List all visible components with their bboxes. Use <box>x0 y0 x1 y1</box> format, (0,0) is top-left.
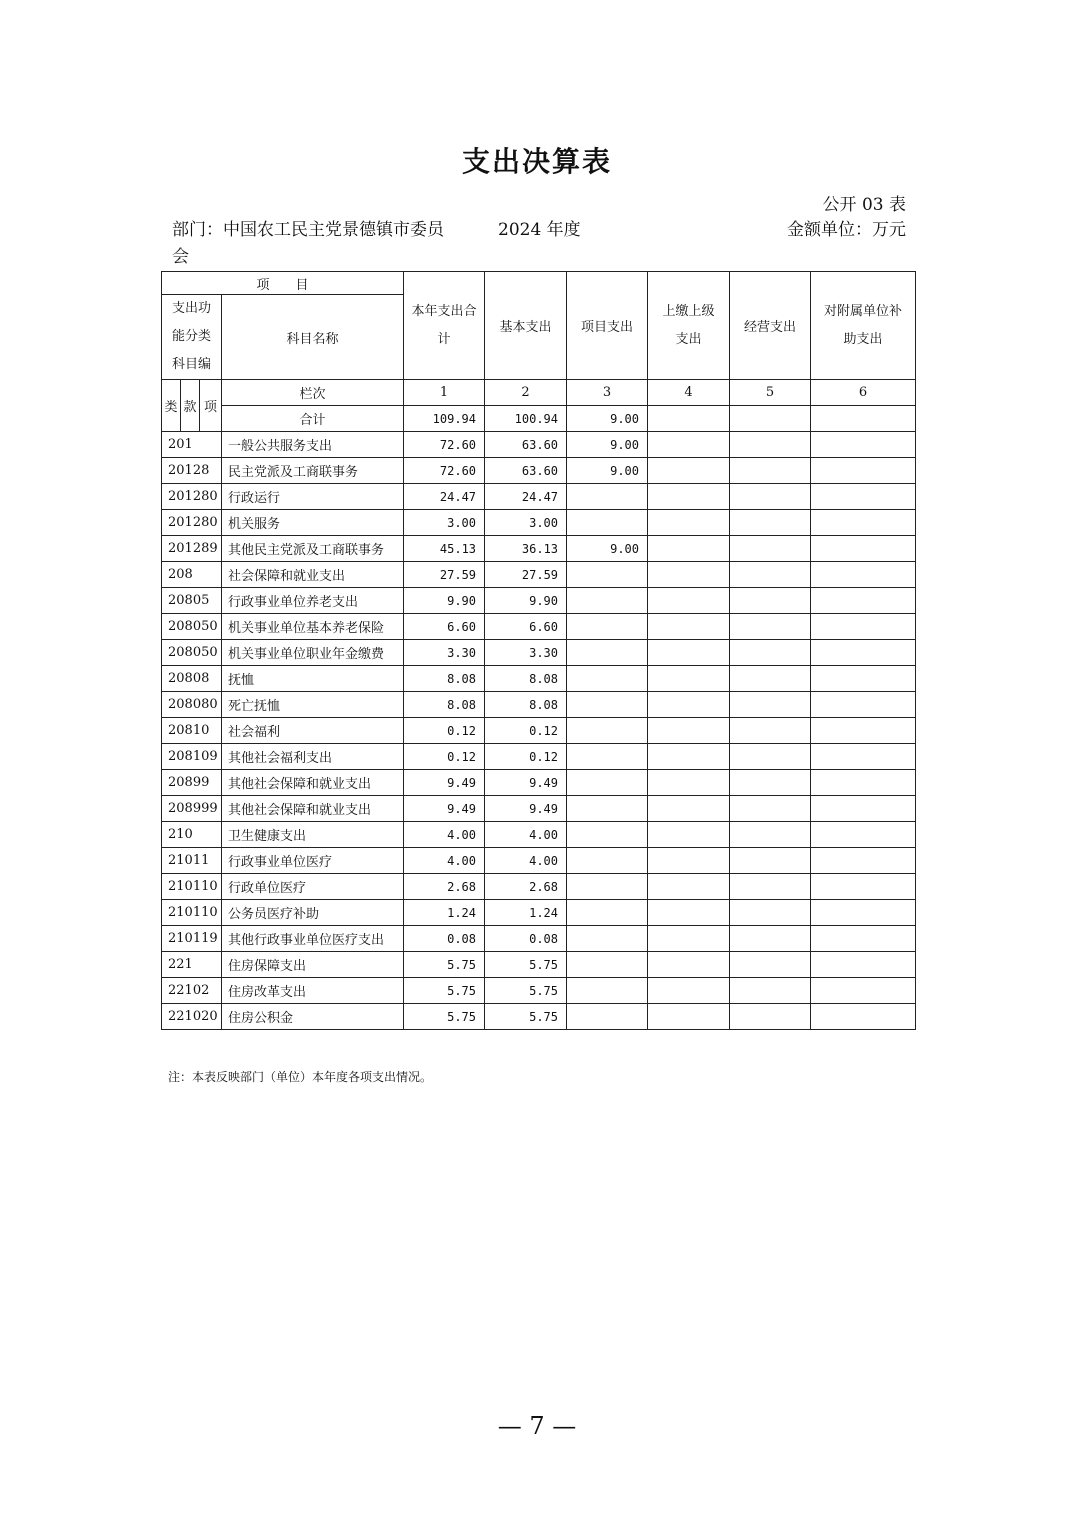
row-total: 0.08 <box>404 926 485 952</box>
row-code: 20899 <box>162 770 222 796</box>
total-subsidy <box>811 406 916 432</box>
row-total: 45.13 <box>404 536 485 562</box>
row-name: 其他民主党派及工商联事务 <box>222 536 404 562</box>
row-total: 72.60 <box>404 458 485 484</box>
header-func-code: 支出功能分类科目编 <box>162 295 222 380</box>
row-code: 208080 <box>162 692 222 718</box>
page-number: — 7 — <box>497 1412 577 1440</box>
row-code: 210119 <box>162 926 222 952</box>
total-sum: 109.94 <box>404 406 485 432</box>
row-subsidy <box>811 562 916 588</box>
total-upper <box>648 406 730 432</box>
row-subsidy <box>811 900 916 926</box>
row-project <box>567 822 648 848</box>
row-subsidy <box>811 796 916 822</box>
row-name: 住房改革支出 <box>222 978 404 1004</box>
row-total: 0.12 <box>404 744 485 770</box>
table-row <box>162 900 916 926</box>
row-project <box>567 666 648 692</box>
row-name: 住房公积金 <box>222 1004 404 1030</box>
row-subsidy <box>811 588 916 614</box>
total-label: 合计 <box>222 406 404 432</box>
table-row <box>162 458 916 484</box>
row-total: 0.12 <box>404 718 485 744</box>
table-row <box>162 562 916 588</box>
row-business <box>730 484 811 510</box>
row-total: 9.49 <box>404 770 485 796</box>
table-note: 注：本表反映部门（单位）本年度各项支出情况。 <box>168 1070 433 1084</box>
col-num-6: 6 <box>811 380 916 406</box>
row-name: 其他社会保障和就业支出 <box>222 796 404 822</box>
header-row-project <box>162 272 916 295</box>
row-upper <box>648 614 730 640</box>
row-project <box>567 484 648 510</box>
row-code: 208 <box>162 562 222 588</box>
row-subsidy <box>811 510 916 536</box>
row-code: 201280 <box>162 484 222 510</box>
row-business <box>730 822 811 848</box>
row-basic: 9.49 <box>485 770 567 796</box>
row-name: 社会保障和就业支出 <box>222 562 404 588</box>
header-upper: 上缴上级支出 <box>648 272 730 380</box>
row-code: 221 <box>162 952 222 978</box>
row-project: 9.00 <box>567 458 648 484</box>
row-business <box>730 796 811 822</box>
header-subsidy: 对附属单位补助支出 <box>811 272 916 380</box>
row-total: 3.00 <box>404 510 485 536</box>
table-row <box>162 510 916 536</box>
row-subsidy <box>811 1004 916 1030</box>
row-project <box>567 1004 648 1030</box>
row-name: 民主党派及工商联事务 <box>222 458 404 484</box>
row-name: 其他行政事业单位医疗支出 <box>222 926 404 952</box>
col-num-4: 4 <box>648 380 730 406</box>
row-business <box>730 666 811 692</box>
row-code: 208050 <box>162 640 222 666</box>
header-project-exp: 项目支出 <box>567 272 648 380</box>
row-project <box>567 900 648 926</box>
row-business <box>730 588 811 614</box>
row-business <box>730 848 811 874</box>
row-business <box>730 770 811 796</box>
row-subsidy <box>811 458 916 484</box>
row-upper <box>648 1004 730 1030</box>
row-name: 死亡抚恤 <box>222 692 404 718</box>
row-project <box>567 588 648 614</box>
total-basic: 100.94 <box>485 406 567 432</box>
row-business <box>730 536 811 562</box>
row-upper <box>648 770 730 796</box>
row-code: 20810 <box>162 718 222 744</box>
row-code: 201289 <box>162 536 222 562</box>
row-subsidy <box>811 822 916 848</box>
row-code: 20808 <box>162 666 222 692</box>
row-total: 72.60 <box>404 432 485 458</box>
row-project <box>567 796 648 822</box>
row-code: 20805 <box>162 588 222 614</box>
header-total: 本年支出合计 <box>404 272 485 380</box>
row-name: 公务员医疗补助 <box>222 900 404 926</box>
row-upper <box>648 874 730 900</box>
header-subject-name: 科目名称 <box>222 295 404 380</box>
row-total: 3.30 <box>404 640 485 666</box>
row-basic: 0.08 <box>485 926 567 952</box>
row-basic: 0.12 <box>485 744 567 770</box>
row-name: 机关事业单位职业年金缴费 <box>222 640 404 666</box>
row-upper <box>648 952 730 978</box>
row-basic: 5.75 <box>485 952 567 978</box>
row-basic: 9.90 <box>485 588 567 614</box>
expenditure-table <box>161 271 916 1030</box>
row-total: 8.08 <box>404 666 485 692</box>
row-basic: 36.13 <box>485 536 567 562</box>
row-upper <box>648 666 730 692</box>
table-row <box>162 692 916 718</box>
row-project <box>567 874 648 900</box>
page-title: 支出决算表 <box>461 145 612 178</box>
table-row <box>162 952 916 978</box>
row-upper <box>648 640 730 666</box>
header-kuan: 款 <box>181 380 200 431</box>
row-basic: 4.00 <box>485 848 567 874</box>
table-row <box>162 926 916 952</box>
row-subsidy <box>811 666 916 692</box>
row-subsidy <box>811 848 916 874</box>
row-code: 210110 <box>162 900 222 926</box>
row-basic: 8.08 <box>485 692 567 718</box>
row-total: 6.60 <box>404 614 485 640</box>
row-business <box>730 926 811 952</box>
row-upper <box>648 692 730 718</box>
row-upper <box>648 432 730 458</box>
row-basic: 63.60 <box>485 458 567 484</box>
row-total: 5.75 <box>404 952 485 978</box>
row-name: 其他社会福利支出 <box>222 744 404 770</box>
row-name: 抚恤 <box>222 666 404 692</box>
header-lei-kuan-xiang <box>162 380 222 432</box>
row-subsidy <box>811 874 916 900</box>
row-total: 27.59 <box>404 562 485 588</box>
row-subsidy <box>811 926 916 952</box>
row-total: 2.68 <box>404 874 485 900</box>
header-lei: 类 <box>162 380 181 431</box>
row-upper <box>648 822 730 848</box>
row-upper <box>648 744 730 770</box>
row-project: 9.00 <box>567 536 648 562</box>
fiscal-year: 2024 年度 <box>498 220 581 240</box>
row-upper <box>648 588 730 614</box>
header-row-lanci <box>162 380 916 406</box>
row-project <box>567 510 648 536</box>
table-row <box>162 536 916 562</box>
table-row <box>162 874 916 900</box>
row-project <box>567 692 648 718</box>
row-name: 其他社会保障和就业支出 <box>222 770 404 796</box>
row-name: 行政运行 <box>222 484 404 510</box>
row-name: 住房保障支出 <box>222 952 404 978</box>
row-project <box>567 614 648 640</box>
row-code: 20128 <box>162 458 222 484</box>
row-name: 行政事业单位医疗 <box>222 848 404 874</box>
table-row <box>162 796 916 822</box>
row-project <box>567 952 648 978</box>
row-basic: 3.00 <box>485 510 567 536</box>
row-project <box>567 640 648 666</box>
row-basic: 9.49 <box>485 796 567 822</box>
row-basic: 5.75 <box>485 1004 567 1030</box>
row-project <box>567 978 648 1004</box>
row-name: 行政单位医疗 <box>222 874 404 900</box>
header-lanci: 栏次 <box>222 380 404 406</box>
row-business <box>730 900 811 926</box>
row-subsidy <box>811 432 916 458</box>
row-total: 9.90 <box>404 588 485 614</box>
department-label: 部门：中国农工民主党景德镇市委员会 <box>172 220 444 267</box>
row-total: 5.75 <box>404 1004 485 1030</box>
table-row <box>162 484 916 510</box>
total-row <box>162 406 916 432</box>
row-total: 9.49 <box>404 796 485 822</box>
table-row <box>162 718 916 744</box>
row-project <box>567 562 648 588</box>
col-num-5: 5 <box>730 380 811 406</box>
row-subsidy <box>811 718 916 744</box>
row-upper <box>648 900 730 926</box>
row-business <box>730 978 811 1004</box>
row-business <box>730 432 811 458</box>
row-project: 9.00 <box>567 432 648 458</box>
row-project <box>567 926 648 952</box>
row-subsidy <box>811 640 916 666</box>
row-basic: 2.68 <box>485 874 567 900</box>
table-row <box>162 978 916 1004</box>
row-subsidy <box>811 952 916 978</box>
amount-unit: 金额单位：万元 <box>787 220 906 240</box>
row-upper <box>648 510 730 536</box>
row-code: 22102 <box>162 978 222 1004</box>
row-total: 5.75 <box>404 978 485 1004</box>
row-business <box>730 744 811 770</box>
row-upper <box>648 926 730 952</box>
row-business <box>730 614 811 640</box>
row-code: 201 <box>162 432 222 458</box>
row-name: 社会福利 <box>222 718 404 744</box>
row-upper <box>648 718 730 744</box>
row-basic: 6.60 <box>485 614 567 640</box>
row-total: 24.47 <box>404 484 485 510</box>
row-basic: 8.08 <box>485 666 567 692</box>
row-upper <box>648 562 730 588</box>
row-upper <box>648 978 730 1004</box>
row-code: 208050 <box>162 614 222 640</box>
row-project <box>567 848 648 874</box>
row-business <box>730 692 811 718</box>
row-upper <box>648 536 730 562</box>
row-code: 221020 <box>162 1004 222 1030</box>
row-business <box>730 1004 811 1030</box>
total-project: 9.00 <box>567 406 648 432</box>
row-project <box>567 718 648 744</box>
table-row <box>162 666 916 692</box>
row-code: 210 <box>162 822 222 848</box>
row-name: 卫生健康支出 <box>222 822 404 848</box>
row-basic: 24.47 <box>485 484 567 510</box>
row-upper <box>648 796 730 822</box>
row-basic: 0.12 <box>485 718 567 744</box>
row-name: 机关服务 <box>222 510 404 536</box>
total-business <box>730 406 811 432</box>
table-row <box>162 1004 916 1030</box>
header-business: 经营支出 <box>730 272 811 380</box>
row-code: 208109 <box>162 744 222 770</box>
header-basic: 基本支出 <box>485 272 567 380</box>
row-code: 210110 <box>162 874 222 900</box>
row-total: 8.08 <box>404 692 485 718</box>
row-subsidy <box>811 614 916 640</box>
col-num-2: 2 <box>485 380 567 406</box>
row-basic: 27.59 <box>485 562 567 588</box>
row-business <box>730 458 811 484</box>
table-row <box>162 770 916 796</box>
row-upper <box>648 484 730 510</box>
row-basic: 3.30 <box>485 640 567 666</box>
row-code: 208999 <box>162 796 222 822</box>
row-basic: 4.00 <box>485 822 567 848</box>
row-name: 行政事业单位养老支出 <box>222 588 404 614</box>
row-business <box>730 510 811 536</box>
row-total: 1.24 <box>404 900 485 926</box>
row-subsidy <box>811 536 916 562</box>
row-project <box>567 744 648 770</box>
row-name: 机关事业单位基本养老保险 <box>222 614 404 640</box>
row-business <box>730 640 811 666</box>
header-xiang: 项 <box>203 400 217 415</box>
row-basic: 5.75 <box>485 978 567 1004</box>
row-subsidy <box>811 744 916 770</box>
row-upper <box>648 848 730 874</box>
row-basic: 1.24 <box>485 900 567 926</box>
row-business <box>730 874 811 900</box>
row-subsidy <box>811 770 916 796</box>
row-subsidy <box>811 978 916 1004</box>
table-row <box>162 822 916 848</box>
header-project: 项 目 <box>162 272 404 295</box>
row-business <box>730 718 811 744</box>
row-business <box>730 562 811 588</box>
row-subsidy <box>811 692 916 718</box>
col-num-3: 3 <box>567 380 648 406</box>
table-code: 公开 03 表 <box>822 195 906 215</box>
table-row <box>162 588 916 614</box>
row-total: 4.00 <box>404 822 485 848</box>
table-row <box>162 744 916 770</box>
row-code: 201280 <box>162 510 222 536</box>
row-code: 21011 <box>162 848 222 874</box>
row-subsidy <box>811 484 916 510</box>
col-num-1: 1 <box>404 380 485 406</box>
table-row <box>162 848 916 874</box>
row-business <box>730 952 811 978</box>
table-row <box>162 640 916 666</box>
row-project <box>567 770 648 796</box>
row-total: 4.00 <box>404 848 485 874</box>
row-upper <box>648 458 730 484</box>
table-row <box>162 432 916 458</box>
row-name: 一般公共服务支出 <box>222 432 404 458</box>
row-basic: 63.60 <box>485 432 567 458</box>
table-row <box>162 614 916 640</box>
